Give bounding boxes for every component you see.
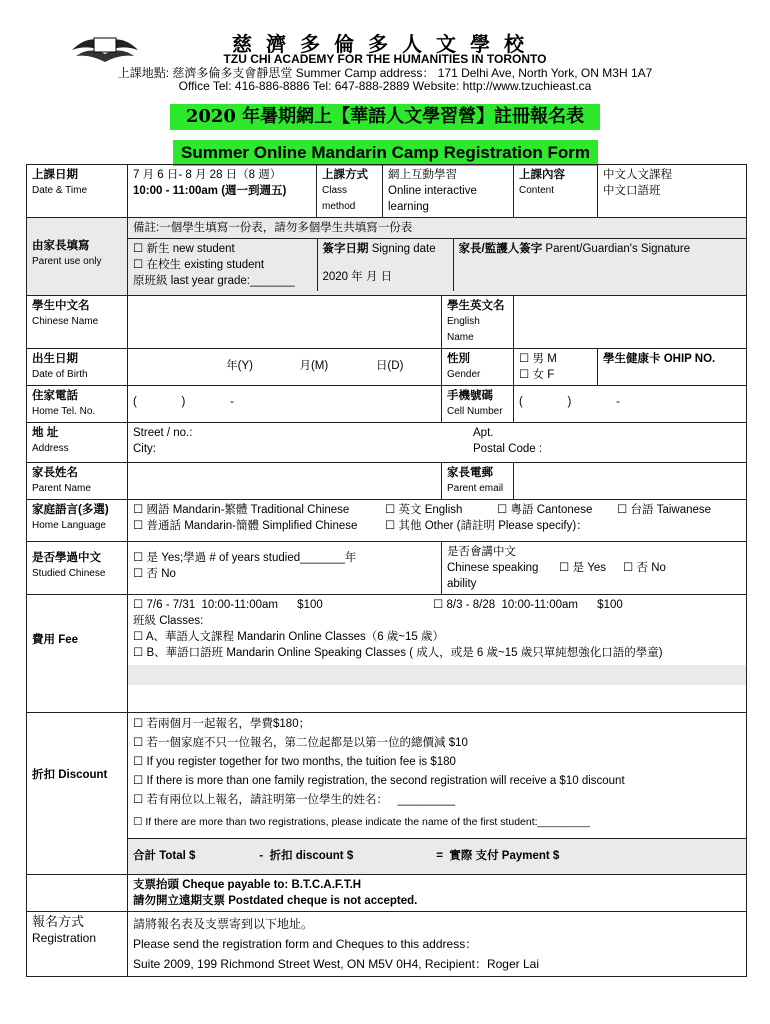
studied-yes-checkbox[interactable]: ☐ 是 Yes;學過 # of years studied_______年 (133, 550, 436, 566)
discount-label-cell: 折扣 Discount (27, 713, 128, 875)
fee-options-cell: ☐ 7/6 - 7/31 10:00-11:00am $100 ☐ 8/3 - 8/28 10:00-11:00am $100 班級 Classes: ☐ A、華語人文課程 Mandarin Online Classes（6 歲~15 歲） ☐ B、華語口語班 Mandarin Online Speaking Classes ( 成人，或是 6 歲~15 歲只單純想強化口語的學童) (128, 595, 747, 713)
fee-label-cell: 費用 Fee (27, 595, 128, 713)
discount-family-cn-checkbox[interactable]: ☐ 若一個家庭不只一位報名，第二位起都是以第一位的總價減 $10 (133, 734, 741, 753)
session1-checkbox[interactable]: ☐ 7/6 - 7/31 10:00-11:00am $100 (133, 597, 433, 613)
school-contact: Office Tel: 416-886-8886 Tel: 647-888-2889 Website: http://www.tzuchieast.ca (178, 79, 592, 93)
cell-label-cell: 手機號碼 Cell Number (442, 386, 514, 423)
parent-email-field[interactable] (514, 463, 747, 500)
signing-date-field[interactable]: 2020 年 月 日 (322, 271, 393, 283)
last-year-grade-field[interactable]: 原班級 last year grade:_______ (133, 275, 295, 287)
lang-mandarin-trad-checkbox[interactable]: ☐ 國語 Mandarin-繁體 Traditional Chinese (133, 502, 385, 518)
dob-label-cell: 出生日期 Date of Birth (27, 349, 128, 386)
gender-label-cell: 性別 Gender (442, 349, 514, 386)
parent-name-field[interactable] (128, 463, 442, 500)
school-address: 上課地點: 慈濟多倫多支會靜思堂 Summer Camp address： 171 Delhi Ave, North York, ON M3H 1A7 (117, 66, 653, 80)
lang-taiwanese-checkbox[interactable]: ☐ 台語 Taiwanese (617, 502, 711, 518)
speak-yes-checkbox[interactable]: ☐ 是 Yes (559, 560, 623, 592)
school-title-en: TZU CHI ACADEMY FOR THE HUMANITIES IN TORONTO (223, 52, 547, 66)
form-title-cn: 2020 年暑期網上【華語人文學習營】註冊報名表 (170, 104, 600, 130)
home-language-options-cell (128, 500, 747, 542)
home-language-label-cell: 家庭語言(多選) Home Language (27, 500, 128, 542)
chinese-name-label-cell: 學生中文名 Chinese Name (27, 296, 128, 349)
method-value-cell: 網上互動學習 Online interactive learning (383, 165, 514, 218)
address-field[interactable]: Street / no.: Apt. City: Postal Code : (128, 423, 747, 463)
home-tel-label-cell: 住家電話 Home Tel. No. (27, 386, 128, 423)
discount-two-months-en-checkbox[interactable]: ☐ If you register together for two months, the tuition fee is $180 (133, 753, 741, 772)
discount-two-months-cn-checkbox[interactable]: ☐ 若兩個月一起報名，學費$180； (133, 715, 741, 734)
lang-mandarin-simp-checkbox[interactable]: ☐ 普通話 Mandarin-簡體 Simplified Chinese (133, 518, 385, 534)
home-tel-field[interactable]: ( ) - (128, 386, 442, 423)
ohip-field[interactable]: 學生健康卡 OHIP NO. (598, 349, 747, 386)
one-form-note: 備註:一個學生填寫一份表，請勿多個學生共填寫一份表 (133, 222, 413, 234)
registration-label-cell: 報名方式 Registration (27, 912, 128, 977)
parent-use-label-cell: 由家長填寫 Parent use only (27, 218, 128, 296)
content-value-cell: 中文人文課程 中文口語班 (598, 165, 747, 218)
studied-chinese-options-cell (128, 542, 442, 595)
payment-total-field[interactable]: 合計 Total $ - 折扣 discount $ = 實際 支付 Payment $ (128, 838, 746, 874)
guardian-signature-field[interactable]: 家長/監護人簽字 Parent/Guardian's Signature (453, 239, 746, 292)
cell-number-field[interactable]: ( ) - (514, 386, 747, 423)
session2-checkbox[interactable]: ☐ 8/3 - 8/28 10:00-11:00am $100 (433, 597, 623, 613)
date-value-cell: 7 月 6 日- 8 月 28 日（8 週） 10:00 - 11:00am (週一到週五) (128, 165, 317, 218)
mailing-address: Suite 2009, 199 Richmond Street West, ON M5V 0H4, Recipient：Roger Lai (133, 957, 539, 971)
date-label-cell: 上課日期 Date & Time (27, 165, 128, 218)
speaking-ability-cell: 是否會講中文 Chinese speaking ability ☐ 是 Yes ☐ 否 No (442, 542, 747, 595)
discount-family-en-checkbox[interactable]: ☐ If there is more than one family registration, the second registration will receive a $10 discount (133, 772, 741, 791)
parent-use-cell: 備註:一個學生填寫一份表，請勿多個學生共填寫一份表 ☐ 新生 new student ☐ 在校生 existing student 原班級 last year grade:_______ 簽字日期 Signing date 2020 年 月 日 家長/監護人簽字 Parent/Guardian's Signature (128, 218, 747, 296)
studied-chinese-label-cell: 是否學過中文 Studied Chinese (27, 542, 128, 595)
existing-student-checkbox[interactable]: ☐ 在校生 existing student (133, 257, 312, 273)
content-label-cell: 上課內容 Content (514, 165, 598, 218)
english-name-field[interactable] (514, 296, 747, 349)
header (0, 0, 770, 170)
method-label-cell: 上課方式 Class method (317, 165, 383, 218)
chinese-name-field[interactable] (128, 296, 442, 349)
male-checkbox[interactable]: ☐ 男 M (519, 351, 592, 367)
cheque-info-cell: 支票抬頭 Cheque payable to: B.T.C.A.F.T.H 請勿開立遠期支票 Postdated cheque is not accepted. (128, 875, 747, 912)
first-student-name-en-field[interactable]: ☐ If there are more than two registrations, please indicate the name of the first student:_________ (133, 813, 741, 832)
school-title-cn: 慈濟多倫多人文學校 (232, 32, 538, 56)
lang-other-checkbox[interactable]: ☐ 其他 Other (請註明 Please specify)： (385, 518, 588, 534)
class-b-checkbox[interactable]: ☐ B、華語口語班 Mandarin Online Speaking Classes ( 成人，或是 6 歲~15 歲只單純想強化口語的學童) (133, 645, 741, 661)
registration-form (26, 164, 747, 977)
first-student-name-cn-field[interactable]: ☐ 若有兩位以上報名，請註明第一位學生的姓名： _________ (133, 791, 741, 810)
address-label-cell: 地 址 Address (27, 423, 128, 463)
gender-options-cell (514, 349, 598, 386)
dob-field[interactable]: 年(Y) 月(M) 日(D) (128, 349, 442, 386)
lang-english-checkbox[interactable]: ☐ 英文 English (385, 502, 497, 518)
cheque-blank-cell (27, 875, 128, 912)
class-a-checkbox[interactable]: ☐ A、華語人文課程 Mandarin Online Classes（6 歲~15 歲） (133, 629, 741, 645)
studied-no-checkbox[interactable]: ☐ 否 No (133, 566, 436, 582)
parent-name-label-cell: 家長姓名 Parent Name (27, 463, 128, 500)
lang-cantonese-checkbox[interactable]: ☐ 粵語 Cantonese (497, 502, 617, 518)
english-name-label-cell: 學生英文名 English Name (442, 296, 514, 349)
form-title-en: Summer Online Mandarin Camp Registration Form (173, 140, 598, 166)
discount-options-cell (128, 713, 747, 875)
speak-no-checkbox[interactable]: ☐ 否 No (623, 560, 666, 592)
female-checkbox[interactable]: ☐ 女 F (519, 367, 592, 383)
parent-email-label-cell: 家長電郵 Parent email (442, 463, 514, 500)
new-student-checkbox[interactable]: ☐ 新生 new student (133, 241, 312, 257)
registration-info-cell: 請將報名表及支票寄到以下地址。 Please send the registration form and Cheques to this address： Suite 2009, 199 Richmond Street West, ON M5V 0H4, Recipient：Roger Lai (128, 912, 747, 977)
